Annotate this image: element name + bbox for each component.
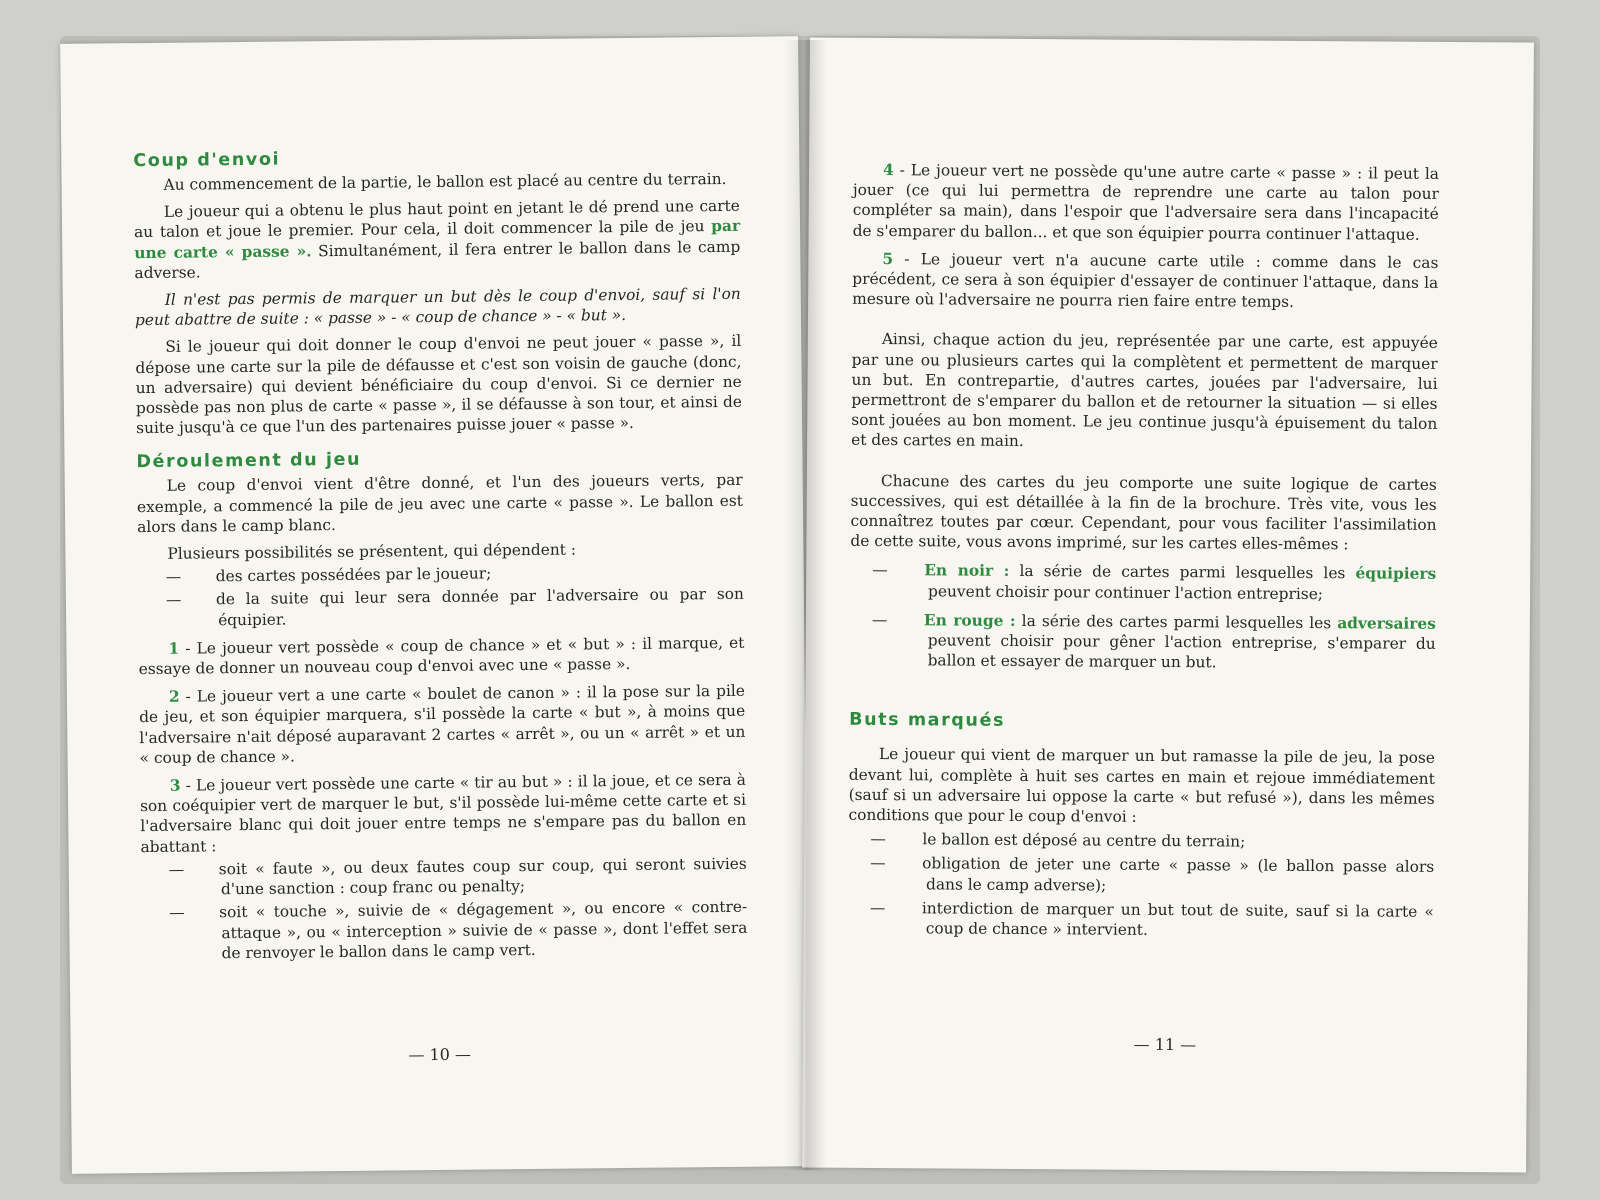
dash-list-item — [848, 853, 1434, 897]
paragraph: Le coup d'envoi vient d'être donné, et l'un des joueurs verts, par exemple, a commencé la pile de jeu avec une carte « passe ». Le ballon est alors dans le camp blanc. — [136, 471, 744, 536]
dash-glyph: — — [165, 567, 182, 587]
text-run: Le joueur vert a une carte « boulet de canon » : il la pose sur la pile de jeu, et son équipier marquera, s'il possède la carte « but », à moins que l'adversaire n'ait déposé auparavant 2 cartes « arrêt », ou un « arrêt » et un « coup de chance ». — [139, 682, 746, 767]
num-separator: - — [179, 639, 197, 658]
text-run: soit « touche », suivie de « dégagement », ou encore « contre-attaque », ou « interception » suivie de « passe », dont l'effet sera de renvoyer le ballon dans le camp vert. — [219, 898, 748, 962]
item-number: 2 — [168, 687, 180, 707]
heading-buts-marques: Buts marqués — [849, 710, 1006, 732]
text-run: de la suite qui leur sera donnée par l'adversaire ou par son équipier. — [215, 585, 744, 629]
dash-list-item — [848, 898, 1434, 942]
right-page — [802, 37, 1534, 1172]
text-run: Le joueur vert ne possède qu'une autre carte « passe » : il peut la jouer (ce qui lui permettra de reprendre une carte au talon pour compléter sa main), dans l'espoir que l'adversaire sera dans l'incapacité de s'emparer du ballon... et que son équipier pourra continuer l'attaque. — [852, 161, 1440, 244]
dash-glyph: — — [169, 903, 185, 923]
en-rouge-label: En rouge : — [923, 611, 1016, 630]
dash-glyph: — — [870, 854, 886, 873]
dash-list-item — [138, 561, 744, 588]
numbered-item-3 — [140, 770, 747, 857]
page-number-right: — 11 — — [1133, 1034, 1197, 1055]
numbered-item-1 — [138, 633, 744, 680]
dash-list-item — [141, 897, 748, 964]
item-number: 5 — [882, 249, 894, 268]
paragraph: Au commencement de la partie, le ballon est placé au centre du terrain. — [163, 169, 727, 194]
paragraph: Chacune des cartes du jeu comporte une suite logique de cartes successives, qui est détaillée à la fin de la brochure. Très vite, vous les connaîtrez toutes par cœur. Cependant, pour vous faciliter l'assimilation de cette suite, vous avons imprimé, sur les cartes elles-mêmes : — [850, 471, 1437, 554]
numbered-item-5 — [852, 249, 1438, 314]
dash-glyph: — — [871, 610, 888, 629]
text-run: peuvent choisir pour gêner l'action entreprise, s'emparer du ballon et essayer de marquer un but. — [927, 631, 1436, 672]
text-run: Le joueur qui a obtenu le plus haut point en jetant le dé prend une carte au talon et joue le premier. Pour cela, il doit commencer la pile de jeu — [133, 196, 740, 242]
text-run: interdiction de marquer un but tout de suite, sauf si la carte « coup de chance » intervient. — [921, 899, 1434, 939]
page-number-left: — 10 — — [408, 1044, 472, 1065]
paragraph: Si le joueur qui doit donner le coup d'envoi ne peut jouer « passe », il dépose une carte sur la pile de défausse et c'est son voisin de gauche (donc, un adversaire) qui devient bénéficiaire du coup d'envoi. Si ce dernier ne possède pas non plus de carte « passe », il se défausse à son tour, et ainsi de suite jusqu'à ce que l'un des partenaires puisse jouer « passe ». — [135, 332, 742, 438]
paragraph — [134, 196, 741, 283]
italic-rule: Il n'est pas permis de marquer un but dès le coup d'envoi, sauf si l'on peut abattre de suite : « passe » - « coup de chance » - « but ». — [134, 284, 741, 330]
right-page-text — [848, 160, 1439, 942]
text-run: Simultanément, il fera entrer le ballon dans le camp adverse. — [134, 237, 741, 282]
paragraph: Plusieurs possibilités se présentent, qui dépendent : — [167, 540, 577, 563]
num-separator: - — [893, 161, 911, 180]
dash-glyph: — — [870, 830, 886, 849]
item-number: 4 — [882, 161, 894, 180]
text-run: Le joueur vert possède « coup de chance » et « but » : il marque, et essaye de donner un nouveau coup d'envoi avec une « passe ». — [138, 633, 745, 679]
heading-coup-d-envoi: Coup d'envoi — [133, 149, 281, 172]
dash-glyph: — — [869, 898, 886, 917]
text-run: soit « faute », ou deux fautes coup sur coup, qui seront suivies d'une sanction : coup franc ou penalty; — [218, 854, 747, 899]
num-separator: - — [179, 687, 197, 706]
text-run: la série de cartes parmi lesquelles les — [1009, 562, 1356, 583]
dash-glyph: — — [165, 591, 182, 610]
num-separator: - — [180, 776, 197, 795]
text-run: obligation de jeter une carte « passe » (le ballon passe alors dans le camp adverse); — [922, 854, 1435, 895]
dash-glyph: — — [872, 561, 888, 580]
numbered-item-2 — [139, 681, 746, 768]
item-number: 1 — [168, 639, 180, 658]
text-run: Le joueur vert n'a aucune carte utile : comme dans le cas précédent, ce sera à son équipier d'essayer de continuer l'attaque, dans la mesure où l'adversaire ne pourra rien faire entre temps. — [852, 250, 1439, 312]
num-separator: - — [893, 249, 921, 269]
text-run: Le joueur vert possède une carte « tir au but » : il la joue, et ce sera à son coéquipier vert de marquer le but, s'il possède lui-même cette carte et si l'adversaire blanc qui doit jouer entre temps ne s'empare pas du ballon en abattant : — [139, 770, 747, 856]
heading-deroulement-du-jeu: Déroulement du jeu — [136, 450, 362, 473]
dash-list-item — [848, 829, 1434, 853]
highlight-passe: par une carte « passe ». — [134, 217, 741, 262]
numbered-item-4 — [853, 160, 1440, 245]
text-run: des cartes possédées par le joueur; — [215, 564, 492, 586]
highlight-equipiers: équipiers — [1355, 564, 1437, 584]
text-run: le ballon est déposé au centre du terrain; — [922, 830, 1246, 851]
en-noir-item — [850, 560, 1436, 604]
left-page — [60, 36, 810, 1174]
text-run: la série des cartes parmi lesquelles les — [1015, 611, 1338, 633]
en-rouge-item — [850, 610, 1436, 675]
paragraph: Le joueur qui vient de marquer un but ramasse la pile de jeu, la pose devant lui, complète à huit ses cartes en main et rejoue immédiatement (sauf si un adversaire lui oppose la carte « but refusé »), dans les mêmes conditions que pour le coup d'envoi : — [848, 745, 1435, 826]
left-page-text — [133, 145, 747, 964]
paragraph: Ainsi, chaque action du jeu, représentée par une carte, est appuyée par une ou plusieurs cartes qui la complètent et permettent de marquer un but. En contrepartie, d'autres cartes, jouées par l'adversaire, lui permettront de s'emparer du ballon et de retourner la situation — si elles sont jouées au bon moment. Le jeu continue jusqu'à épuisement du talon et des cartes en main. — [851, 330, 1438, 451]
dash-list-item — [141, 854, 747, 901]
en-noir-label: En noir : — [924, 561, 1010, 581]
dash-list-item — [138, 584, 744, 631]
highlight-adversaires: adversaires — [1337, 614, 1436, 633]
item-number: 3 — [169, 776, 181, 795]
booklet-gutter — [786, 40, 826, 1170]
dash-glyph: — — [168, 860, 185, 879]
text-run: peuvent choisir pour continuer l'action entreprise; — [928, 581, 1324, 603]
